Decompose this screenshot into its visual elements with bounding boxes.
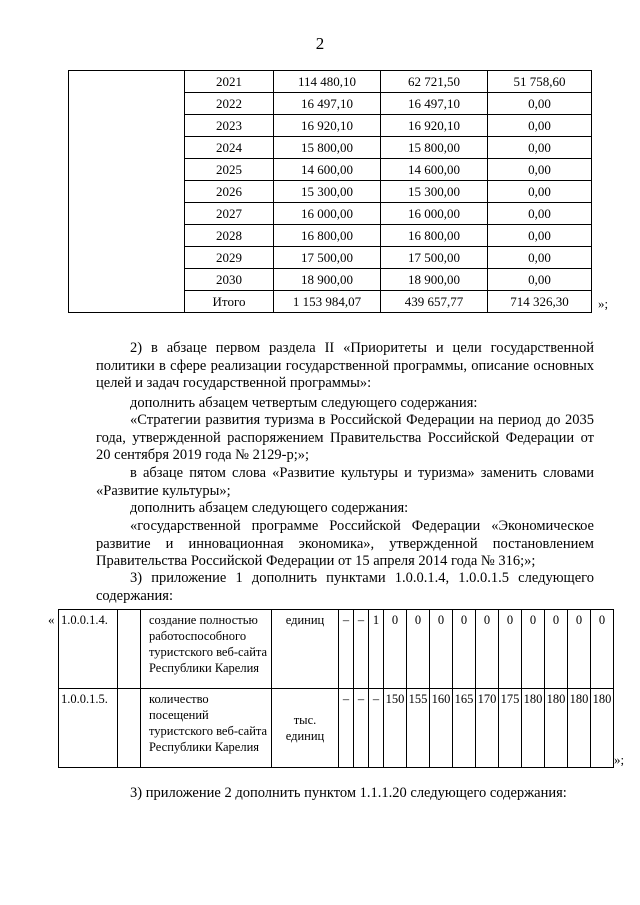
finance-cell-col3: 0,00 — [488, 203, 592, 225]
finance-cell-year: 2021 — [185, 71, 274, 93]
indicator-table-open-quote: « — [48, 612, 55, 627]
indicator-value: 0 — [384, 610, 407, 689]
indicator-row — [59, 689, 614, 768]
finance-cell-col2: 15 300,00 — [381, 181, 488, 203]
finance-cell-total: 114 480,10 — [274, 71, 381, 93]
indicator-value: 0 — [476, 610, 499, 689]
finance-cell-col2: 17 500,00 — [381, 247, 488, 269]
paragraph-state-program-quote: «государственной программе Российской Федерации «Экономическое развитие и инновационная экономика», утвержденной постановлением Правительства Российской Федерации от 15 апреля 2014 года № 316;»; — [96, 518, 594, 569]
indicator-value: 0 — [499, 610, 522, 689]
indicator-value: – — [354, 689, 369, 768]
indicator-table — [58, 609, 614, 768]
indicator-name: количество посещений туристского веб-сайта Республики Карелия — [141, 689, 272, 768]
finance-cell-col3: 0,00 — [488, 159, 592, 181]
paragraph-2-priorities: 2) в абзаце первом раздела II «Приоритеты и цели государственной политики в сфере реализации государственной программы, описание основных целей и задач государственной программы»: — [96, 340, 594, 391]
finance-cell-total: 16 920,10 — [274, 115, 381, 137]
finance-cell-col2: 16 800,00 — [381, 225, 488, 247]
finance-cell-year: 2025 — [185, 159, 274, 181]
paragraph-add-fourth: дополнить абзацем четвертым следующего содержания: — [130, 395, 478, 411]
indicator-empty-cell — [118, 610, 141, 689]
finance-cell-total: 14 600,00 — [274, 159, 381, 181]
finance-cell-year: 2027 — [185, 203, 274, 225]
indicator-value: 0 — [522, 610, 545, 689]
indicator-code: 1.0.0.1.4. — [59, 610, 118, 689]
finance-cell-year: 2030 — [185, 269, 274, 291]
finance-cell-total: 1 153 984,07 — [274, 291, 381, 313]
indicator-value: 0 — [545, 610, 568, 689]
finance-row — [69, 71, 592, 93]
indicator-value: – — [354, 610, 369, 689]
finance-cell-col2: 18 900,00 — [381, 269, 488, 291]
indicator-empty-cell — [118, 689, 141, 768]
paragraph-fifth-replace: в абзаце пятом слова «Развитие культуры и туризма» заменить словами «Развитие культуры»; — [96, 465, 594, 499]
finance-cell-col2: 16 920,10 — [381, 115, 488, 137]
indicator-value: 170 — [476, 689, 499, 768]
indicator-value: 0 — [568, 610, 591, 689]
finance-cell-col3: 0,00 — [488, 269, 592, 291]
finance-cell-year: 2028 — [185, 225, 274, 247]
finance-cell-year: 2023 — [185, 115, 274, 137]
indicator-value: – — [369, 689, 384, 768]
finance-cell-col3: 0,00 — [488, 181, 592, 203]
finance-cell-total: 16 000,00 — [274, 203, 381, 225]
finance-cell-col3: 0,00 — [488, 137, 592, 159]
finance-cell-col3: 51 758,60 — [488, 71, 592, 93]
indicator-value: 175 — [499, 689, 522, 768]
indicator-value: 165 — [453, 689, 476, 768]
indicator-value: 1 — [369, 610, 384, 689]
finance-cell-year: Итого — [185, 291, 274, 313]
finance-cell-total: 16 497,10 — [274, 93, 381, 115]
finance-cell-col3: 0,00 — [488, 225, 592, 247]
finance-cell-col2: 16 497,10 — [381, 93, 488, 115]
finance-cell-col2: 16 000,00 — [381, 203, 488, 225]
paragraph-strategy-quote: «Стратегии развития туризма в Российской Федерации на период до 2035 года, утвержденной распоряжением Правительства Российской Федерации от 20 сентября 2019 года № 2129-р;»; — [96, 412, 594, 463]
paragraph-3-appendix-2: 3) приложение 2 дополнить пунктом 1.1.1.20 следующего содержания: — [130, 785, 567, 801]
indicator-value: 0 — [591, 610, 614, 689]
indicator-code: 1.0.0.1.5. — [59, 689, 118, 768]
finance-cell-total: 17 500,00 — [274, 247, 381, 269]
finance-cell-year: 2026 — [185, 181, 274, 203]
indicator-value: 150 — [384, 689, 407, 768]
finance-blank-cell — [69, 71, 185, 313]
paragraph-3-appendix-1: 3) приложение 1 дополнить пунктами 1.0.0.1.4, 1.0.0.1.5 следующего содержания: — [96, 570, 594, 604]
indicator-name: создание полностью работоспособного туристского веб-сайта Республики Карелия — [141, 610, 272, 689]
finance-cell-year: 2024 — [185, 137, 274, 159]
finance-cell-col3: 714 326,30 — [488, 291, 592, 313]
finance-cell-total: 15 800,00 — [274, 137, 381, 159]
finance-cell-col3: 0,00 — [488, 247, 592, 269]
indicator-unit: тыс. единиц — [272, 689, 339, 768]
finance-cell-total: 16 800,00 — [274, 225, 381, 247]
finance-cell-total: 18 900,00 — [274, 269, 381, 291]
finance-cell-year: 2022 — [185, 93, 274, 115]
finance-table — [68, 70, 592, 313]
finance-cell-col2: 439 657,77 — [381, 291, 488, 313]
indicator-value: 0 — [453, 610, 476, 689]
indicator-value: 155 — [407, 689, 430, 768]
indicator-value: 180 — [522, 689, 545, 768]
finance-cell-col2: 15 800,00 — [381, 137, 488, 159]
finance-cell-year: 2029 — [185, 247, 274, 269]
indicator-table-closing-quote: »; — [614, 752, 625, 767]
indicator-row — [59, 610, 614, 689]
finance-cell-col2: 62 721,50 — [381, 71, 488, 93]
finance-cell-col3: 0,00 — [488, 115, 592, 137]
indicator-unit: единиц — [272, 610, 339, 689]
indicator-value: – — [339, 689, 354, 768]
indicator-value: 0 — [407, 610, 430, 689]
indicator-value: 180 — [591, 689, 614, 768]
page-number: 2 — [315, 34, 325, 53]
indicator-value: 160 — [430, 689, 453, 768]
indicator-value: 0 — [430, 610, 453, 689]
indicator-value: – — [339, 610, 354, 689]
finance-table-closing-quote: »; — [598, 296, 609, 311]
finance-cell-total: 15 300,00 — [274, 181, 381, 203]
paragraph-add-content: дополнить абзацем следующего содержания: — [130, 500, 409, 516]
finance-cell-col3: 0,00 — [488, 93, 592, 115]
finance-cell-col2: 14 600,00 — [381, 159, 488, 181]
indicator-value: 180 — [545, 689, 568, 768]
indicator-value: 180 — [568, 689, 591, 768]
